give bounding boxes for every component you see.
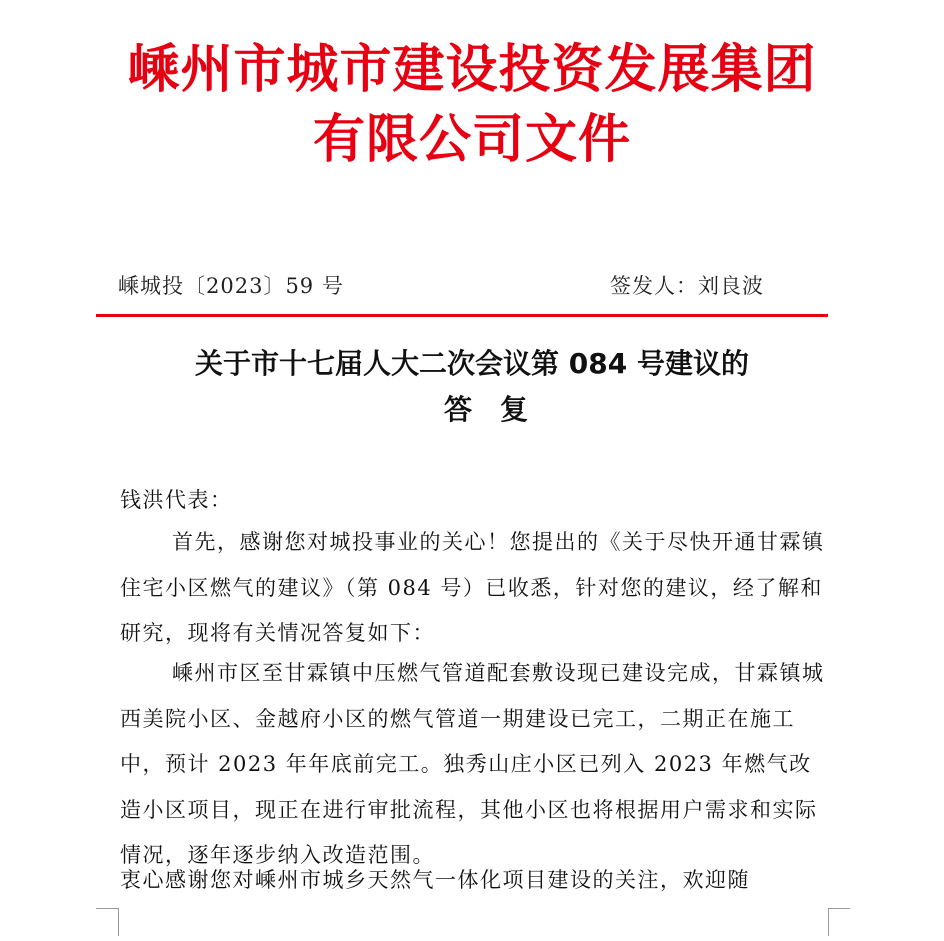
page-corner-mark-left-vertical xyxy=(118,908,119,936)
page-corner-mark-right-vertical xyxy=(828,908,829,936)
body-paragraph-2: 嵊州市区至甘霖镇中压燃气管道配套敷设现已建设完成，甘霖镇城西美院小区、金越府小区的燃气管道一期建设已完工，二期正在施工中，预计 2023 年年底前完工。独秀山庄小区已列入 2023 年燃气改造小区项目，现正在进行审批流程，其他小区也将根据用户需求和实际情况，逐年逐步纳入改造范围。 xyxy=(120,661,825,867)
page-corner-mark-left xyxy=(96,908,118,931)
red-separator-rule xyxy=(96,314,828,317)
document-signer: 签发人：刘良波 xyxy=(610,274,764,298)
salutation: 钱洪代表： xyxy=(120,488,233,512)
body-paragraph-1: 首先，感谢您对城投事业的关心！您提出的《关于尽快开通甘霖镇住宅小区燃气的建议》（第 084 号）已收悉，针对您的建议，经了解和研究，现将有关情况答复如下： xyxy=(120,530,825,645)
masthead-org-name: 嵊州市城市建设投资发展集团 xyxy=(127,40,817,100)
page-corner-mark-right xyxy=(828,908,850,931)
masthead-doc-type: 有限公司文件 xyxy=(312,110,631,170)
document-title-line2: 答复 xyxy=(443,393,556,426)
document-number: 嵊城投〔2023〕59 号 xyxy=(118,274,344,298)
document-title-line1: 关于市十七届人大二次会议第 084 号建议的 xyxy=(195,347,749,380)
body-paragraph-3: 衷心感谢您对嵊州市城乡天然气一体化项目建设的关注，欢迎随 xyxy=(120,868,750,892)
